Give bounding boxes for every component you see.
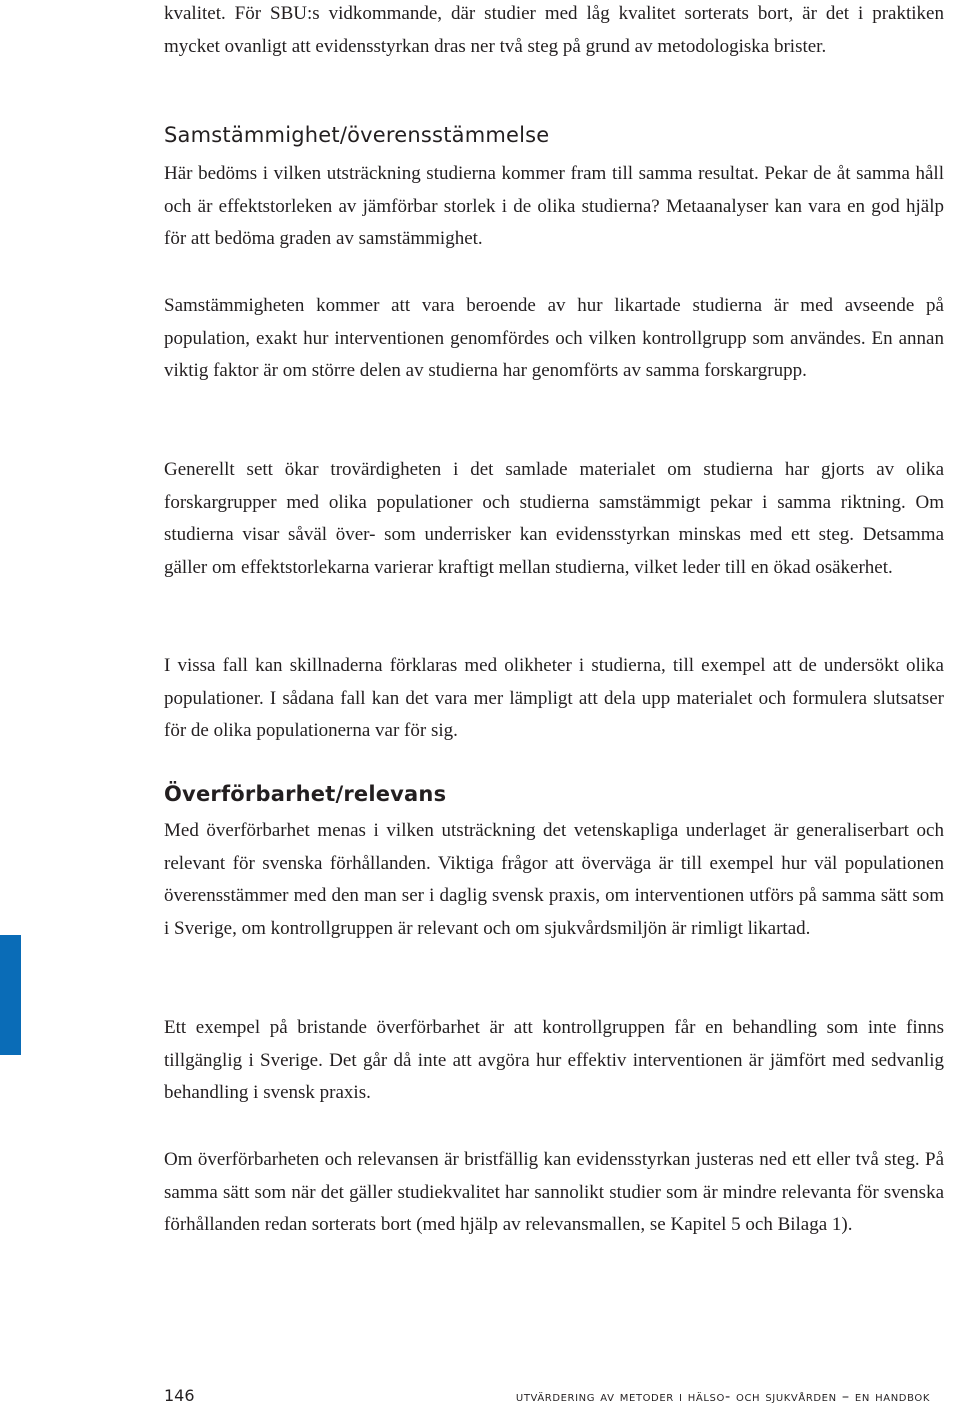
section-transferability — [164, 779, 944, 946]
book-title: utvärdering av metoder i hälso- och sjukvården – en handbok — [515, 1389, 930, 1405]
consistency-paragraph-3: Generellt sett ökar trovärdigheten i det samlade materialet om studierna har gjorts av olika forskargrupper med olika populationer och studierna samstämmigt pekar i samma riktning. Om studierna visar såväl över- som underrisker kan evidensstyrkan minskas med ett steg. Detsamma gäller om effektstorlekarna varierar kraftigt mellan studierna, vilket leder till en ökad osäkerhet. — [164, 459, 944, 579]
page-number: 146 — [164, 1386, 195, 1405]
consistency-paragraph-4-block — [164, 650, 944, 748]
transferability-paragraph-1: Med överförbarhet menas i vilken utsträckning det vetenskapliga underlaget är generaliserbart och relevant för svenska förhållanden. Viktiga frågor att överväga är till exempel hur väl populationen överensstämmer med den man ser i daglig svensk praxis, om interventionen utförs på samma sätt som i Sverige, om kontrollgruppen är relevant och om sjukvårdsmiljön är rimligt likartad. — [164, 820, 944, 940]
page-footer — [164, 1386, 930, 1405]
chapter-side-tab — [0, 935, 21, 1055]
transferability-paragraph-3: Om överförbarheten och relevansen är bristfällig kan evidensstyrkan justeras ned ett eller två steg. På samma sätt som när det gäller studiekvalitet har sannolikt studier som är mindre relevanta för svenska förhållanden redan sorterats bort (med hjälp av relevansmallen, se Kapitel 5 och Bilaga 1). — [164, 1149, 944, 1236]
consistency-paragraph-1: Här bedöms i vilken utsträckning studierna kommer fram till samma resultat. Pekar de åt samma håll och är effektstorleken av jämförbar storlek i de olika studierna? Metaanalyser kan vara en god hjälp för att bedöma graden av samstämmighet. — [164, 163, 944, 250]
consistency-paragraph-3-block — [164, 454, 944, 585]
consistency-paragraph-4: I vissa fall kan skillnaderna förklaras med olikheter i studierna, till exempel att de undersökt olika populationer. I sådana fall kan det vara mer lämpligt att dela upp materialet och formulera slutsatser för de olika populationerna var för sig. — [164, 655, 944, 742]
intro-block — [164, 0, 944, 63]
transferability-paragraph-3-block — [164, 1144, 944, 1242]
consistency-paragraph-2-block — [164, 290, 944, 388]
consistency-paragraph-2: Samstämmigheten kommer att vara beroende av hur likartade studierna är med avseende på population, exakt hur interventionen genomfördes och vilken kontrollgrupp som användes. En annan viktig faktor är om större delen av studierna har genomförts av samma forskargrupp. — [164, 295, 944, 382]
section-heading-consistency: Samstämmighet/överensstämmelse — [164, 123, 550, 147]
section-heading-transferability: Överförbarhet/relevans — [164, 782, 447, 806]
transferability-paragraph-2: Ett exempel på bristande överförbarhet är att kontrollgruppen får en behandling som inte finns tillgänglig i Sverige. Det går då inte att avgöra hur effektiv interventionen är jämfört med sedvanlig behandling i svensk praxis. — [164, 1017, 944, 1104]
section-consistency — [164, 120, 944, 256]
transferability-paragraph-2-block — [164, 1012, 944, 1110]
intro-paragraph: kvalitet. För SBU:s vidkommande, där studier med låg kvalitet sorterats bort, är det i praktiken mycket ovanligt att evidensstyrkan dras ner två steg på grund av metodologiska brister. — [164, 3, 944, 57]
